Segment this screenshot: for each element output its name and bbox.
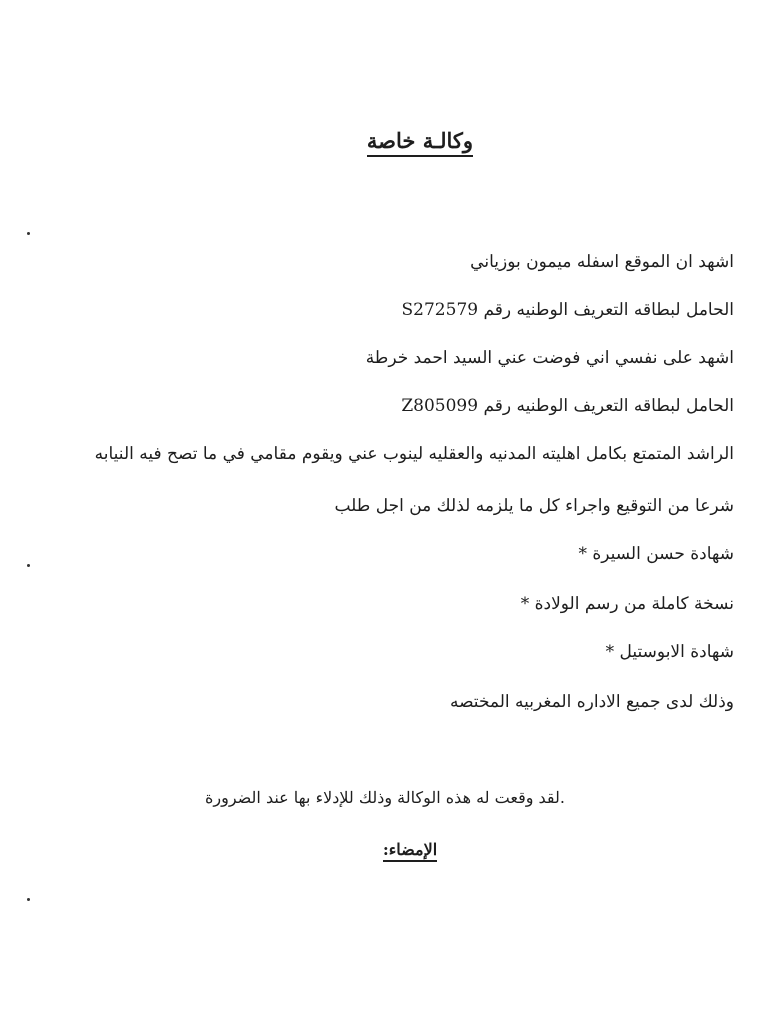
statement-line-4: الحامل لبطاقه التعريف الوطنيه رقم Z805099 [401,396,734,416]
closing-statement: .لقد وقعت له هذه الوكالة وذلك للإدلاء بها عند الضرورة [205,788,565,807]
statement-line-6: شرعا من التوقيع واجراء كل ما يلزمه لذلك من اجل طلب [334,496,734,516]
margin-mark [27,564,30,567]
margin-mark [27,232,30,235]
list-item-good-conduct: شهادة حسن السيرة * [578,544,734,564]
statement-line-5: الراشد المتمتع بكامل اهليته المدنيه والعقليه لينوب عني ويقوم مقامي في ما تصح فيه النيابه [94,444,734,464]
document-title-text: وكالـة خاصة [367,128,473,157]
margin-mark [27,898,30,901]
signature-field [330,840,490,862]
statement-line-1: اشهد ان الموقع اسفله ميمون بوزياني [470,252,734,272]
document-title [250,128,590,157]
list-item-birth-record: نسخة كاملة من رسم الولادة * [520,594,734,614]
statement-line-3: اشهد على نفسي اني فوضت عني السيد احمد خرطة [365,348,734,368]
signature-label: الإمضاء: [383,840,437,862]
statement-line-2: الحامل لبطاقه التعريف الوطنيه رقم S272579 [401,300,734,320]
list-item-apostille: شهادة الابوستيل * [605,642,734,662]
statement-line-final: وذلك لدى جميع الاداره المغربيه المختصه [449,692,734,712]
